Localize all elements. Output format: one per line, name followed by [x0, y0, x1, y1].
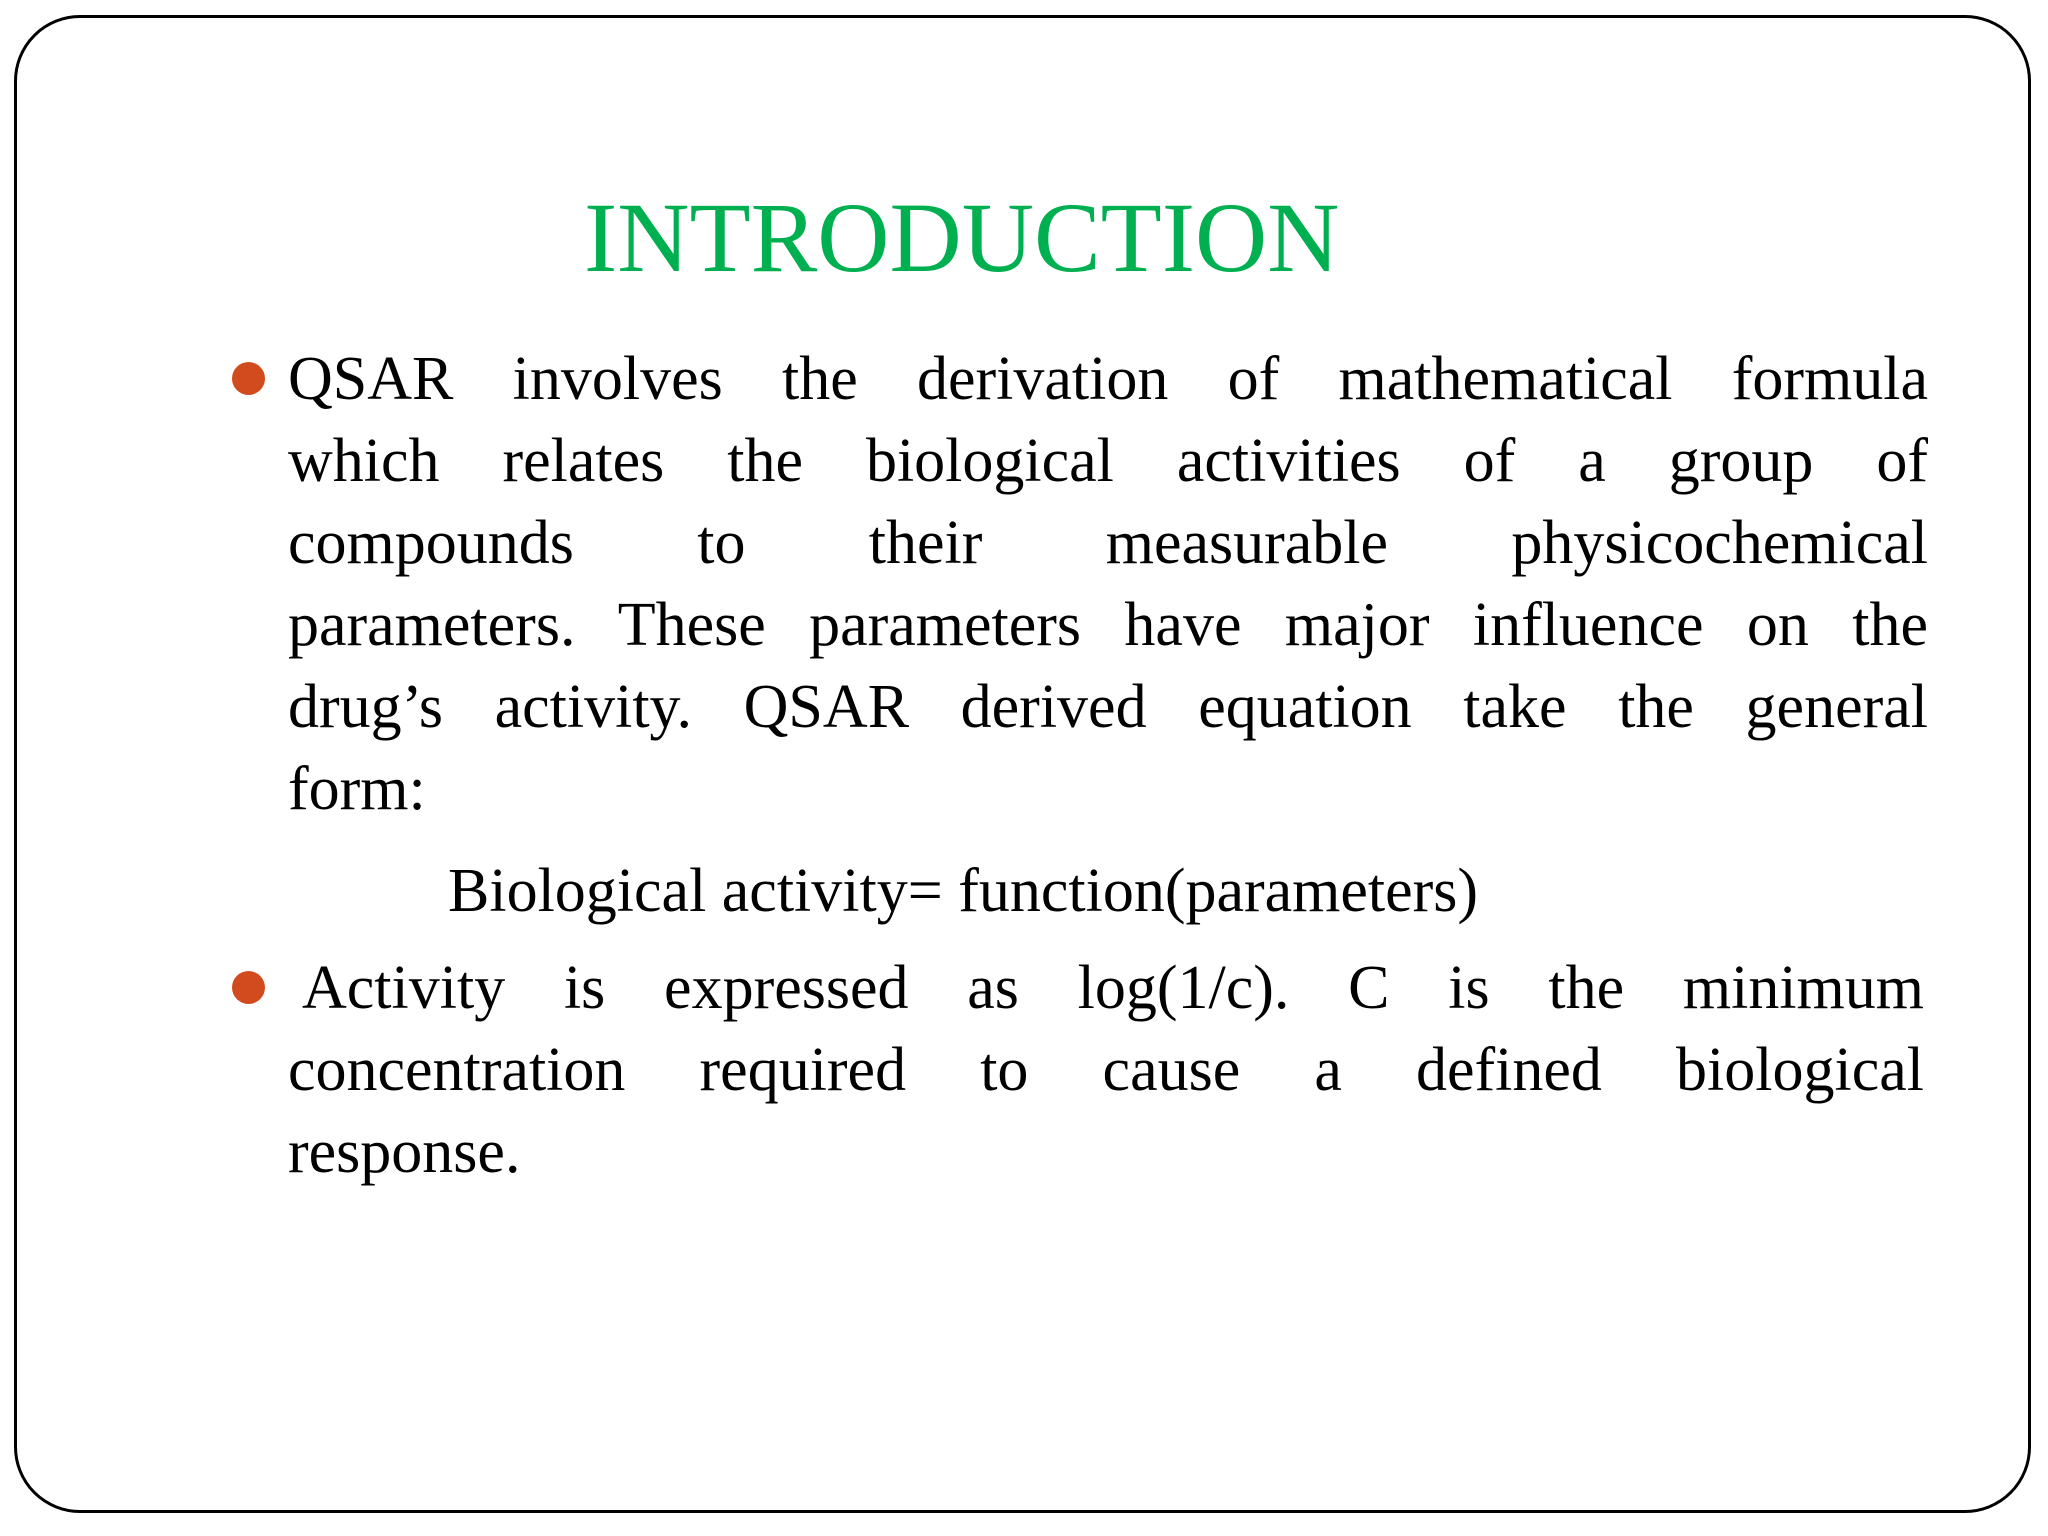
paragraph-line: compounds to their measurable physicochemical — [288, 509, 1928, 577]
bullet-paragraph-1 — [288, 338, 1928, 830]
paragraph-line: QSAR involves the derivation of mathematical formula — [288, 345, 1928, 413]
equation-text: Biological activity= function(parameters) — [448, 857, 1479, 925]
bullet-dot-icon — [232, 362, 265, 395]
paragraph-line: concentration required to cause a defined biological — [288, 1036, 1924, 1104]
paragraph-line: which relates the biological activities of a group of — [288, 427, 1928, 495]
paragraph-line: drug’s activity. QSAR derived equation take the general — [288, 673, 1928, 741]
bullet-dot-icon — [232, 971, 265, 1004]
paragraph-line: response. — [288, 1118, 521, 1186]
bullet-paragraph-2 — [288, 947, 1924, 1193]
paragraph-line: Activity is expressed as log(1/c). C is the minimum — [302, 954, 1924, 1022]
paragraph-line: parameters. These parameters have major influence on the — [288, 591, 1928, 659]
slide-title: INTRODUCTION — [584, 182, 1340, 293]
paragraph-line: form: — [288, 755, 426, 823]
